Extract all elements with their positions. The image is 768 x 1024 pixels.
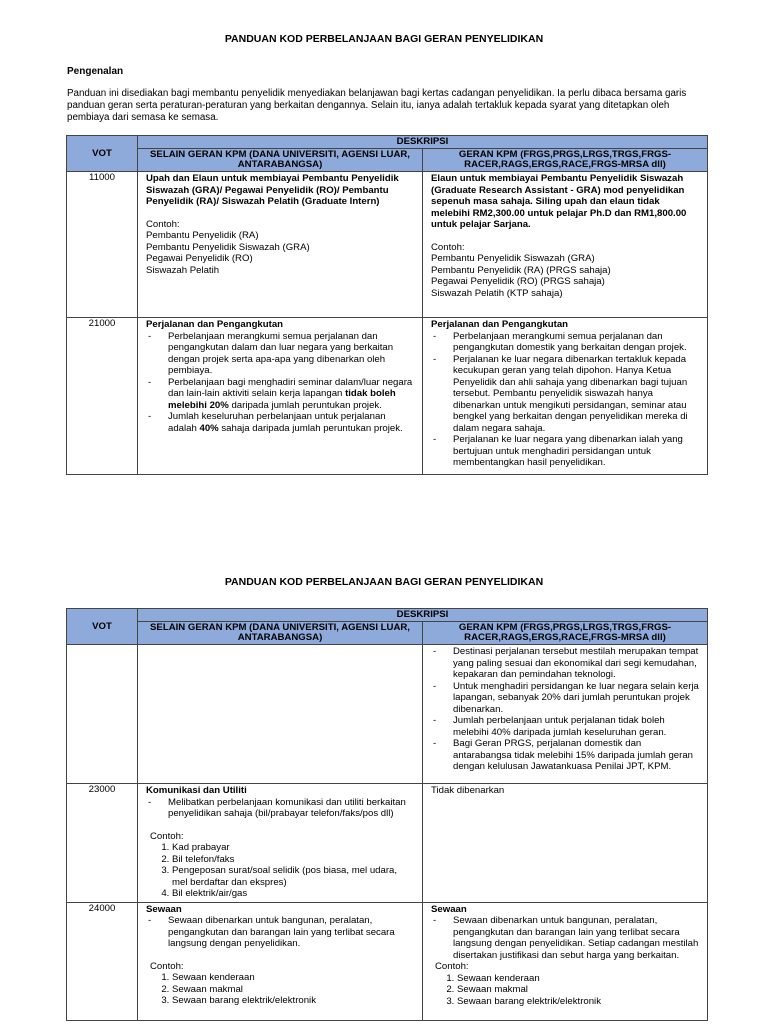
cell-kpm — [423, 784, 708, 903]
bullet-list — [146, 331, 414, 435]
cell-heading: Perjalanan dan Pengangkutan — [146, 319, 284, 331]
list-item: - Sewaan dibenarkan untuk bangunan, peralatan, pengangkutan dan barangan lain yang terlibat secara langsung dengan penyelidikan. — [146, 915, 414, 950]
budget-table-1 — [66, 135, 708, 475]
cell-heading: Komunikasi dan Utiliti — [146, 785, 247, 797]
page-title: PANDUAN KOD PERBELANJAAN BAGI GERAN PENYELIDIKAN — [224, 33, 544, 45]
header-vot: VOT — [67, 136, 138, 172]
cell-heading: Elaun untuk membiayai Pembantu Penyelidik Siswazah (Graduate Research Assistant - GRA) mod penyelidikan sepenuh masa sahaja. Siling upah dan elaun tidak melebihi RM2,300.00 untuk pelajar Ph.D dan RM1,800.00 untuk pelajar Sarjana. — [431, 173, 687, 231]
list-item: - Untuk menghadiri persidangan ke luar negara selain kerja lapangan, sebanyak 20% dari jumlah peruntukan projek dibenarkan. — [431, 681, 699, 716]
table-row-24000 — [67, 902, 708, 1020]
header-selain-geran-kpm: SELAIN GERAN KPM (DANA UNIVERSITI, AGENSI LUAR, ANTARABANGSA) — [138, 622, 423, 645]
cell-heading: Upah dan Elaun untuk membiayai Pembantu Penyelidik Siswazah (GRA)/ Pegawai Penyelidik (RO)/ Pembantu Penyelidik (RA)/ Siswazah Pelatih (Graduate Intern) — [146, 173, 399, 208]
header-selain-geran-kpm: SELAIN GERAN KPM (DANA UNIVERSITI, AGENSI LUAR, ANTARABANGSA) — [138, 149, 423, 172]
list-item: 1. Sewaan kenderaan — [172, 972, 414, 984]
contoh-label: Contoh: — [431, 241, 465, 253]
numbered-list — [146, 972, 414, 1007]
page-title: PANDUAN KOD PERBELANJAAN BAGI GERAN PENYELIDIKAN — [224, 576, 544, 588]
table-row-23000 — [67, 784, 708, 903]
vot-code: 21000 — [67, 318, 138, 475]
list-item: Pegawai Penyelidik (RO) (PRGS sahaja) — [431, 276, 605, 288]
list-item: - Perbelanjaan merangkumi semua perjalanan dan pengangkutan domestik yang berkaitan dengan projek. — [431, 331, 699, 354]
cell-kpm — [423, 645, 708, 784]
cell-selain — [138, 172, 423, 318]
list-item: - Jumlah perbelanjaan untuk perjalanan tidak boleh melebihi 40% daripada jumlah keseluruhan geran. — [431, 715, 699, 738]
list-item: 1. Sewaan kenderaan — [457, 973, 699, 985]
list-item: 1. Kad prabayar — [172, 842, 414, 854]
cell-heading: Perjalanan dan Pengangkutan — [431, 319, 569, 331]
numbered-list — [146, 842, 414, 900]
contoh-label: Contoh: — [146, 218, 180, 230]
cell-heading: Sewaan — [431, 903, 467, 915]
cell-selain — [138, 902, 423, 1020]
list-item: - Perbelanjaan merangkumi semua perjalanan dan pengangkutan dalam dan luar negara yang berkaitan dengan projek serta apa-apa yang dibenarkan oleh pembiaya. — [146, 331, 414, 377]
list-item: - Melibatkan perbelanjaan komunikasi dan utiliti berkaitan penyelidikan sahaja (bil/prabayar telefon/faks/pos dll) — [146, 797, 414, 820]
list-item: Pembantu Penyelidik (RA) — [146, 230, 259, 242]
list-item: - Bagi Geran PRGS, perjalanan domestik dan antarabangsa tidak melebihi 15% daripada jumlah geran dengan kelulusan Jawatankuasa Penilai JPT, KPM. — [431, 738, 699, 773]
list-item: 4. Bil elektrik/air/gas — [172, 888, 414, 900]
list-item: - Perjalanan ke luar negara yang dibenarkan ialah yang bertujuan untuk menghadiri persidangan untuk membentangkan hasil penyelidikan. — [431, 434, 699, 469]
cell-selain — [138, 318, 423, 475]
numbered-list — [431, 973, 699, 1008]
vot-code: 23000 — [67, 784, 138, 903]
bullet-list — [431, 915, 699, 961]
list-item: - Perbelanjaan bagi menghadiri seminar dalam/luar negara dan lain-lain aktiviti selain kerja lapangan tidak boleh melebihi 20% daripada jumlah peruntukan projek. — [146, 377, 414, 412]
vot-code: 24000 — [67, 902, 138, 1020]
cell-kpm — [423, 318, 708, 475]
list-item: Siswazah Pelatih (KTP sahaja) — [431, 287, 563, 299]
vot-code: 11000 — [67, 172, 138, 318]
contoh-label: Contoh: — [150, 830, 184, 842]
list-item: Pegawai Penyelidik (RO) — [146, 253, 253, 265]
list-item: - Sewaan dibenarkan untuk bangunan, peralatan, pengangkutan dan barangan lain yang terlibat secara langsung dengan penyelidikan. Setiap cadangan mestilah disertakan justifikasi dan sebut harga yang berkaitan. — [431, 915, 699, 961]
budget-table-2 — [66, 608, 708, 1021]
header-vot: VOT — [67, 609, 138, 645]
list-item: Pembantu Penyelidik Siswazah (GRA) — [431, 253, 595, 265]
cell-text: Tidak dibenarkan — [431, 785, 505, 797]
list-item: 3. Sewaan barang elektrik/elektronik — [457, 996, 699, 1008]
header-deskripsi: DESKRIPSI — [138, 609, 708, 622]
list-item: 3. Pengeposan surat/soal selidik (pos biasa, mel udara, mel berdaftar dan ekspres) — [172, 865, 414, 888]
contoh-label: Contoh: — [435, 961, 469, 973]
vot-code — [67, 645, 138, 784]
bullet-list — [146, 915, 414, 950]
list-item: 2. Bil telefon/faks — [172, 854, 414, 866]
table-row-11000 — [67, 172, 708, 318]
list-item: - Destinasi perjalanan tersebut mestilah merupakan tempat yang paling sesuai dan ekonomikal dari segi kemudahan, kepakaran dan pemindahan teknologi. — [431, 646, 699, 681]
header-deskripsi: DESKRIPSI — [138, 136, 708, 149]
bullet-list — [431, 646, 699, 773]
list-item: - Perjalanan ke luar negara dibenarkan tertakluk kepada kecukupan geran yang telah dipohon. Hanya Ketua Penyelidik dan ahli sahaja yang dibenarkan bagi tujuan tersebut. Pembantu penyelidik siswazah hanya dibenarkan untuk mengikuti persidangan, seminar atau bengkel yang berkaitan dengan penyelidikan mereka di dalam negara sahaja. — [431, 354, 699, 435]
intro-paragraph: Panduan ini disediakan bagi membantu penyelidik menyediakan belanjawan bagi kertas cadangan penyelidikan. Ia perlu dibaca bersama garis panduan geran serta peraturan-peraturan yang berkaitan dengannya. Selain itu, ianya adalah tertakluk kepada syarat yang ditetapkan oleh pembiaya dari semasa ke semasa. — [67, 88, 687, 123]
list-item: 2. Sewaan makmal — [457, 984, 699, 996]
cell-kpm — [423, 902, 708, 1020]
header-geran-kpm: GERAN KPM (FRGS,PRGS,LRGS,TRGS,FRGS-RACER,RAGS,ERGS,RACE,FRGS-MRSA dll) — [423, 622, 708, 645]
cell-selain — [138, 784, 423, 903]
list-item: - Jumlah keseluruhan perbelanjaan untuk perjalanan adalah 40% sahaja daripada jumlah peruntukan projek. — [146, 411, 414, 434]
cell-heading: Sewaan — [146, 903, 182, 915]
cell-selain — [138, 645, 423, 784]
table-row-21000 — [67, 318, 708, 475]
cell-kpm — [423, 172, 708, 318]
list-item: Siswazah Pelatih — [146, 264, 220, 276]
bullet-list — [146, 797, 414, 820]
contoh-label: Contoh: — [150, 960, 184, 972]
intro-heading: Pengenalan — [67, 66, 124, 77]
table-row-continuation — [67, 645, 708, 784]
header-geran-kpm: GERAN KPM (FRGS,PRGS,LRGS,TRGS,FRGS-RACER,RAGS,ERGS,RACE,FRGS-MRSA dll) — [423, 149, 708, 172]
bullet-list — [431, 331, 699, 469]
list-item: 3. Sewaan barang elektrik/elektronik — [172, 995, 414, 1007]
list-item: 2. Sewaan makmal — [172, 984, 414, 996]
list-item: Pembantu Penyelidik (RA) (PRGS sahaja) — [431, 264, 611, 276]
list-item: Pembantu Penyelidik Siswazah (GRA) — [146, 241, 310, 253]
